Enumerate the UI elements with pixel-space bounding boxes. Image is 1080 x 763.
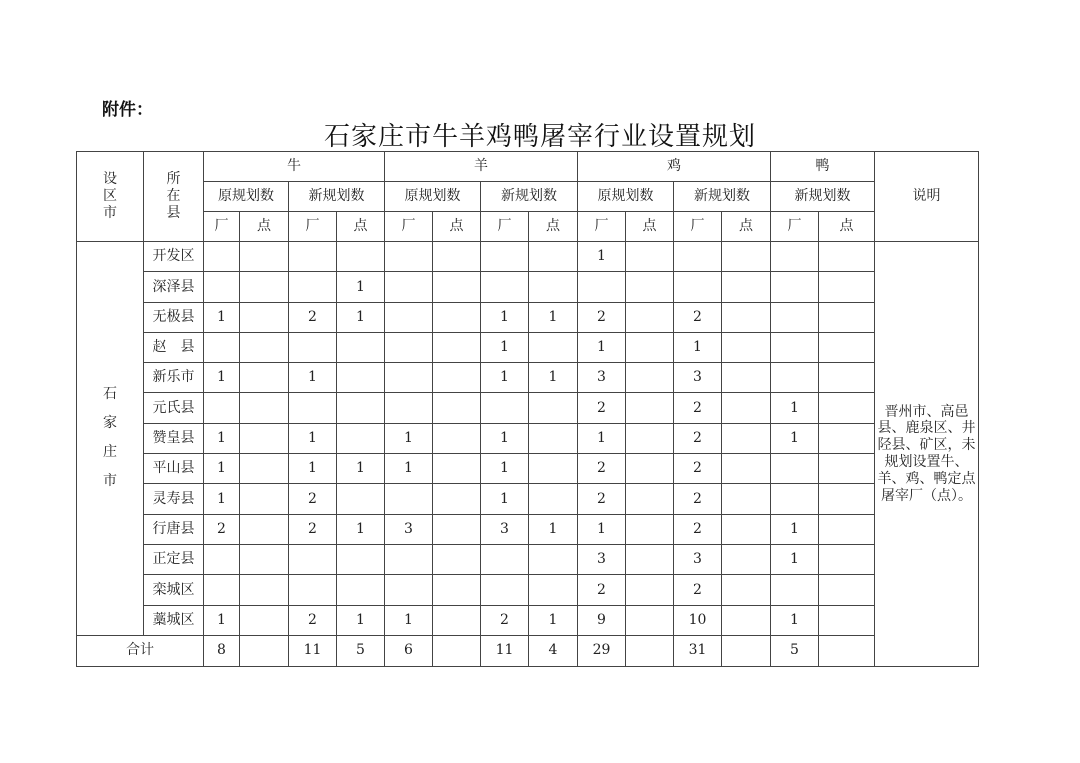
county-name-cell: 平山县 — [144, 454, 204, 484]
value-cell: 9 — [578, 605, 626, 635]
total-value-cell — [240, 635, 289, 666]
value-cell — [819, 575, 875, 605]
value-cell: 1 — [289, 454, 337, 484]
value-cell — [337, 484, 385, 514]
total-value-cell — [722, 635, 771, 666]
value-cell — [819, 544, 875, 574]
value-cell — [337, 363, 385, 393]
value-cell — [204, 242, 240, 272]
header-factory: 厂 — [771, 212, 819, 242]
value-cell — [626, 393, 674, 423]
header-point: 点 — [722, 212, 771, 242]
value-cell: 2 — [578, 393, 626, 423]
value-cell — [204, 332, 240, 362]
value-cell — [289, 393, 337, 423]
header-note: 说明 — [875, 152, 979, 242]
value-cell — [722, 393, 771, 423]
value-cell: 2 — [578, 484, 626, 514]
table-row — [77, 393, 979, 423]
value-cell — [722, 544, 771, 574]
county-name-cell: 正定县 — [144, 544, 204, 574]
value-cell — [204, 575, 240, 605]
county-name-cell: 赵 县 — [144, 332, 204, 362]
value-cell — [722, 363, 771, 393]
value-cell: 2 — [289, 514, 337, 544]
header-factory: 厂 — [481, 212, 529, 242]
value-cell — [529, 272, 578, 302]
value-cell — [385, 393, 433, 423]
value-cell — [529, 575, 578, 605]
value-cell — [578, 272, 626, 302]
value-cell — [433, 363, 481, 393]
county-name-cell: 开发区 — [144, 242, 204, 272]
value-cell — [819, 423, 875, 453]
value-cell — [819, 484, 875, 514]
table-row — [77, 332, 979, 362]
value-cell: 1 — [337, 302, 385, 332]
value-cell — [771, 302, 819, 332]
total-value-cell: 5 — [337, 635, 385, 666]
value-cell — [433, 302, 481, 332]
value-cell: 1 — [481, 332, 529, 362]
value-cell — [289, 272, 337, 302]
value-cell: 2 — [674, 393, 722, 423]
value-cell — [240, 242, 289, 272]
value-cell — [337, 393, 385, 423]
value-cell — [289, 575, 337, 605]
value-cell: 1 — [289, 423, 337, 453]
note-cell: 晋州市、高邑县、鹿泉区、井陉县、矿区，未规划设置牛、羊、鸡、鸭定点屠宰厂（点）。 — [875, 242, 979, 667]
value-cell — [433, 514, 481, 544]
table-row — [77, 302, 979, 332]
header-new-plan: 新规划数 — [289, 182, 385, 212]
header-point: 点 — [819, 212, 875, 242]
total-value-cell: 5 — [771, 635, 819, 666]
value-cell: 2 — [289, 605, 337, 635]
value-cell: 1 — [529, 302, 578, 332]
header-point: 点 — [529, 212, 578, 242]
header-city: 设 区 市 — [77, 152, 144, 242]
value-cell: 2 — [674, 484, 722, 514]
value-cell — [433, 544, 481, 574]
value-cell — [385, 575, 433, 605]
value-cell — [529, 332, 578, 362]
value-cell — [626, 302, 674, 332]
value-cell: 1 — [204, 363, 240, 393]
value-cell — [240, 332, 289, 362]
value-cell: 3 — [578, 363, 626, 393]
value-cell: 1 — [529, 514, 578, 544]
value-cell: 1 — [771, 514, 819, 544]
city-name-cell: 石 家 庄 市 — [77, 242, 144, 636]
header-row-units — [77, 212, 979, 242]
value-cell — [626, 242, 674, 272]
header-new-plan: 新规划数 — [771, 182, 875, 212]
value-cell — [433, 272, 481, 302]
value-cell: 2 — [578, 454, 626, 484]
value-cell: 1 — [289, 363, 337, 393]
value-cell — [529, 242, 578, 272]
value-cell — [626, 484, 674, 514]
value-cell — [240, 393, 289, 423]
value-cell — [529, 544, 578, 574]
value-cell — [204, 544, 240, 574]
value-cell — [240, 272, 289, 302]
value-cell: 2 — [674, 302, 722, 332]
total-value-cell: 4 — [529, 635, 578, 666]
value-cell — [722, 332, 771, 362]
value-cell — [674, 242, 722, 272]
value-cell: 10 — [674, 605, 722, 635]
value-cell: 1 — [337, 605, 385, 635]
county-name-cell: 深泽县 — [144, 272, 204, 302]
total-value-cell — [626, 635, 674, 666]
page-title: 石家庄市牛羊鸡鸭屠宰行业设置规划 — [323, 122, 756, 152]
value-cell — [771, 332, 819, 362]
value-cell — [771, 272, 819, 302]
value-cell — [385, 332, 433, 362]
value-cell: 2 — [578, 302, 626, 332]
value-cell — [337, 575, 385, 605]
value-cell — [529, 484, 578, 514]
value-cell: 2 — [674, 514, 722, 544]
county-name-cell: 赞皇县 — [144, 423, 204, 453]
value-cell: 3 — [385, 514, 433, 544]
value-cell: 1 — [385, 454, 433, 484]
value-cell — [819, 363, 875, 393]
table-row — [77, 514, 979, 544]
table-row — [77, 605, 979, 635]
total-value-cell: 11 — [481, 635, 529, 666]
value-cell — [240, 454, 289, 484]
value-cell — [626, 575, 674, 605]
value-cell: 3 — [674, 544, 722, 574]
value-cell: 1 — [204, 423, 240, 453]
plan-table — [76, 151, 979, 667]
value-cell: 1 — [578, 332, 626, 362]
value-cell — [626, 454, 674, 484]
header-new-plan: 新规划数 — [674, 182, 771, 212]
value-cell: 2 — [674, 575, 722, 605]
total-value-cell: 6 — [385, 635, 433, 666]
value-cell — [433, 332, 481, 362]
value-cell — [385, 302, 433, 332]
table-row — [77, 454, 979, 484]
value-cell: 1 — [337, 454, 385, 484]
header-cattle: 牛 — [204, 152, 385, 182]
header-chicken: 鸡 — [578, 152, 771, 182]
value-cell — [626, 605, 674, 635]
value-cell: 2 — [674, 454, 722, 484]
value-cell — [433, 393, 481, 423]
value-cell — [722, 575, 771, 605]
value-cell — [385, 544, 433, 574]
value-cell — [289, 332, 337, 362]
value-cell — [481, 575, 529, 605]
value-cell — [433, 484, 481, 514]
value-cell — [626, 423, 674, 453]
value-cell: 1 — [481, 302, 529, 332]
value-cell — [481, 544, 529, 574]
county-name-cell: 元氏县 — [144, 393, 204, 423]
value-cell — [240, 302, 289, 332]
value-cell — [240, 514, 289, 544]
header-point: 点 — [433, 212, 481, 242]
value-cell — [626, 272, 674, 302]
value-cell — [433, 575, 481, 605]
value-cell — [819, 302, 875, 332]
value-cell — [481, 393, 529, 423]
value-cell: 1 — [578, 423, 626, 453]
value-cell — [529, 393, 578, 423]
value-cell: 1 — [204, 302, 240, 332]
value-cell: 1 — [771, 393, 819, 423]
county-name-cell: 新乐市 — [144, 363, 204, 393]
header-new-plan: 新规划数 — [481, 182, 578, 212]
value-cell — [240, 423, 289, 453]
value-cell — [385, 242, 433, 272]
value-cell — [722, 514, 771, 544]
header-row-plans — [77, 182, 979, 212]
value-cell — [385, 363, 433, 393]
total-value-cell: 29 — [578, 635, 626, 666]
value-cell — [722, 423, 771, 453]
value-cell: 1 — [529, 363, 578, 393]
total-value-cell — [433, 635, 481, 666]
value-cell — [240, 484, 289, 514]
county-name-cell: 行唐县 — [144, 514, 204, 544]
total-value-cell: 31 — [674, 635, 722, 666]
header-row-animals — [77, 152, 979, 182]
header-point: 点 — [240, 212, 289, 242]
total-value-cell: 8 — [204, 635, 240, 666]
attachment-label: 附件： — [102, 100, 153, 120]
value-cell — [819, 272, 875, 302]
total-value-cell: 11 — [289, 635, 337, 666]
table-row — [77, 544, 979, 574]
header-factory: 厂 — [578, 212, 626, 242]
header-factory: 厂 — [289, 212, 337, 242]
value-cell: 2 — [674, 423, 722, 453]
table-row — [77, 272, 979, 302]
value-cell: 1 — [481, 454, 529, 484]
value-cell — [626, 544, 674, 574]
value-cell: 2 — [204, 514, 240, 544]
value-cell — [626, 514, 674, 544]
header-orig-plan: 原规划数 — [204, 182, 289, 212]
header-factory: 厂 — [674, 212, 722, 242]
value-cell: 1 — [771, 423, 819, 453]
value-cell: 1 — [204, 605, 240, 635]
value-cell — [722, 302, 771, 332]
header-point: 点 — [626, 212, 674, 242]
value-cell — [674, 272, 722, 302]
county-name-cell: 灵寿县 — [144, 484, 204, 514]
value-cell: 3 — [578, 544, 626, 574]
value-cell — [626, 332, 674, 362]
value-cell — [433, 423, 481, 453]
county-name-cell: 无极县 — [144, 302, 204, 332]
value-cell — [529, 454, 578, 484]
total-value-cell — [819, 635, 875, 666]
value-cell: 1 — [578, 514, 626, 544]
value-cell: 1 — [481, 484, 529, 514]
value-cell: 1 — [337, 514, 385, 544]
value-cell — [771, 242, 819, 272]
value-cell — [481, 242, 529, 272]
value-cell — [722, 272, 771, 302]
value-cell — [385, 484, 433, 514]
header-point: 点 — [337, 212, 385, 242]
value-cell — [771, 484, 819, 514]
value-cell: 2 — [289, 484, 337, 514]
total-row — [77, 635, 979, 666]
value-cell: 1 — [385, 423, 433, 453]
value-cell: 1 — [481, 423, 529, 453]
table-row — [77, 363, 979, 393]
value-cell — [240, 575, 289, 605]
table-row — [77, 575, 979, 605]
value-cell — [337, 423, 385, 453]
value-cell: 2 — [289, 302, 337, 332]
header-factory: 厂 — [204, 212, 240, 242]
value-cell — [433, 605, 481, 635]
value-cell — [337, 242, 385, 272]
value-cell — [626, 363, 674, 393]
value-cell: 2 — [578, 575, 626, 605]
value-cell — [337, 332, 385, 362]
value-cell — [385, 272, 433, 302]
header-orig-plan: 原规划数 — [385, 182, 481, 212]
total-label: 合计 — [77, 635, 204, 666]
value-cell — [240, 544, 289, 574]
value-cell — [240, 605, 289, 635]
county-name-cell: 藁城区 — [144, 605, 204, 635]
county-name-cell: 栾城区 — [144, 575, 204, 605]
value-cell — [771, 575, 819, 605]
value-cell: 1 — [578, 242, 626, 272]
value-cell — [819, 454, 875, 484]
header-orig-plan: 原规划数 — [578, 182, 674, 212]
value-cell: 1 — [204, 484, 240, 514]
value-cell: 1 — [337, 272, 385, 302]
header-duck: 鸭 — [771, 152, 875, 182]
value-cell — [722, 242, 771, 272]
value-cell — [819, 514, 875, 544]
value-cell: 1 — [529, 605, 578, 635]
value-cell — [722, 484, 771, 514]
value-cell — [204, 272, 240, 302]
value-cell: 2 — [481, 605, 529, 635]
value-cell: 1 — [385, 605, 433, 635]
value-cell — [433, 454, 481, 484]
value-cell: 3 — [481, 514, 529, 544]
value-cell — [204, 393, 240, 423]
value-cell — [433, 242, 481, 272]
value-cell — [819, 242, 875, 272]
table-row — [77, 242, 979, 272]
value-cell — [771, 454, 819, 484]
value-cell — [819, 332, 875, 362]
value-cell: 1 — [771, 544, 819, 574]
header-county: 所 在 县 — [144, 152, 204, 242]
value-cell — [481, 272, 529, 302]
header-sheep: 羊 — [385, 152, 578, 182]
value-cell — [722, 454, 771, 484]
table-row — [77, 484, 979, 514]
value-cell: 1 — [674, 332, 722, 362]
value-cell — [337, 544, 385, 574]
value-cell: 1 — [481, 363, 529, 393]
value-cell — [771, 363, 819, 393]
value-cell — [819, 393, 875, 423]
table-row — [77, 423, 979, 453]
value-cell: 1 — [771, 605, 819, 635]
value-cell — [289, 242, 337, 272]
value-cell — [289, 544, 337, 574]
value-cell — [722, 605, 771, 635]
value-cell — [529, 423, 578, 453]
value-cell — [819, 605, 875, 635]
header-factory: 厂 — [385, 212, 433, 242]
value-cell: 3 — [674, 363, 722, 393]
value-cell: 1 — [204, 454, 240, 484]
value-cell — [240, 363, 289, 393]
